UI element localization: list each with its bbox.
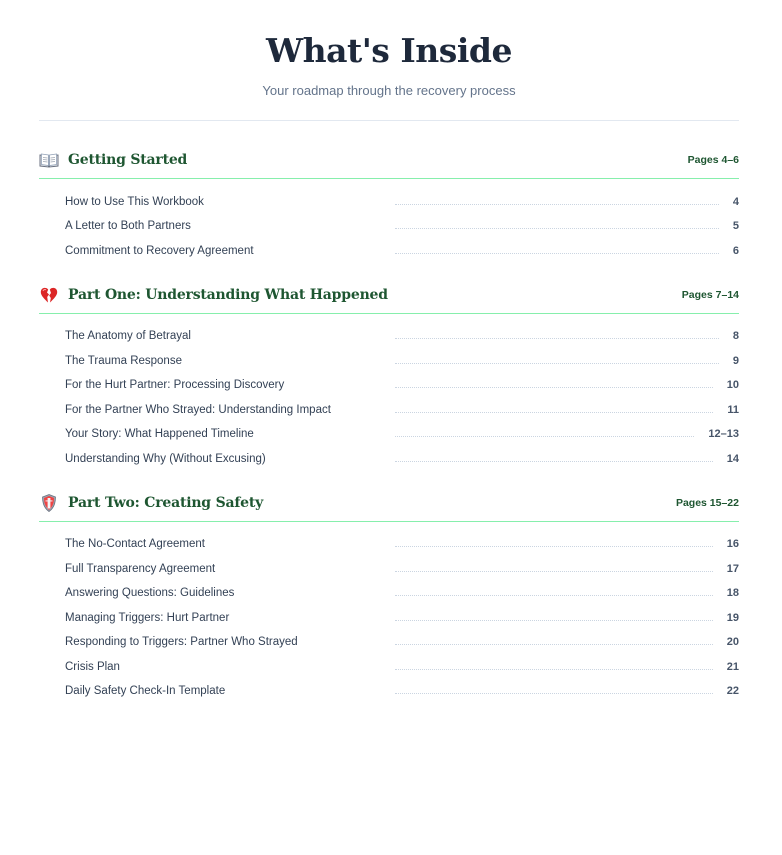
toc-entry-label: The Trauma Response [65,354,182,367]
dot-leader [395,338,719,339]
toc-entry-page: 4 [732,195,739,208]
toc-entry-page: 6 [732,244,739,257]
toc-entry[interactable] [65,187,739,212]
toc-entry-page: 22 [726,685,739,697]
header-divider [39,120,739,121]
toc-entry-label: Answering Questions: Guidelines [65,587,235,599]
toc-entry-label: The Anatomy of Betrayal [65,330,191,342]
dot-leader [395,669,713,670]
toc-entry-page: 11 [727,403,739,416]
toc-entry[interactable] [65,346,739,371]
toc-entry-page: 18 [726,587,739,599]
toc-entry-page: 12–13 [708,428,739,440]
toc-entry[interactable] [65,530,739,555]
toc-entry-label: For the Partner Who Strayed: Understanding Impact [65,403,331,416]
toc-entry[interactable] [65,236,739,261]
section-entry-list [39,179,739,261]
toc-entry-label: Full Transparency Agreement [65,562,216,575]
section-title: Part Two: Creating Safety [68,494,264,511]
dot-leader [395,253,719,254]
section-title: Getting Started [68,152,188,168]
toc-entry-label: How to Use This Workbook [65,195,204,208]
shield-icon [39,493,59,513]
toc-entry[interactable] [65,603,739,628]
dot-leader [395,644,713,645]
toc-entry-label: Crisis Plan [65,660,120,673]
toc-entry-page: 5 [732,220,739,232]
open-book-icon [39,150,59,170]
section-header [39,490,739,522]
dot-leader [395,204,719,205]
toc-entry-label: A Letter to Both Partners [65,220,191,232]
dot-leader [395,461,713,462]
section-getting-started [39,147,739,261]
toc-entry[interactable] [65,212,739,237]
toc-entry-page: 19 [726,611,739,624]
toc-entry-label: Commitment to Recovery Agreement [65,244,254,257]
toc-entry[interactable] [65,579,739,604]
section-entry-list [39,314,739,469]
dot-leader [395,571,713,572]
toc-entry[interactable] [65,628,739,653]
toc-entry[interactable] [65,420,739,445]
toc-entry-page: 10 [726,379,739,391]
toc-entry-label: Your Story: What Happened Timeline [65,428,254,440]
toc-entry-page: 9 [732,354,739,367]
section-part-two [39,490,739,702]
page-header [39,0,739,121]
toc-entry[interactable] [65,677,739,702]
toc-entry-page: 21 [726,660,739,673]
toc-entry-page: 16 [726,538,739,550]
section-page-range: Pages 7–14 [681,288,739,301]
toc-entry-label: For the Hurt Partner: Processing Discovery [65,379,285,391]
section-header [39,147,739,179]
dot-leader [395,546,713,547]
section-part-one [39,282,739,469]
toc-entry-label: Managing Triggers: Hurt Partner [65,611,230,624]
dot-leader [395,595,713,596]
dot-leader [395,693,713,694]
section-page-range: Pages 15–22 [675,496,739,509]
toc-entry[interactable] [65,554,739,579]
dot-leader [395,228,719,229]
dot-leader [395,436,694,437]
dot-leader [395,412,713,413]
toc-entry-page: 14 [726,452,739,465]
page-subtitle: Your roadmap through the recovery process [262,83,516,98]
section-title: Part One: Understanding What Happened [68,286,388,303]
toc-entry-label: Responding to Triggers: Partner Who Strayed [65,636,298,648]
section-page-range: Pages 4–6 [687,154,739,166]
toc-entry[interactable] [65,371,739,396]
toc-entry[interactable] [65,395,739,420]
broken-heart-icon [39,285,59,305]
section-header [39,282,739,314]
toc-entry-page: 20 [726,636,739,648]
dot-leader [395,620,713,621]
table-of-contents-page [39,0,739,701]
toc-entry[interactable] [65,444,739,469]
toc-entry-page: 8 [732,330,739,342]
toc-entry-page: 17 [726,562,739,575]
toc-entry-label: Daily Safety Check-In Template [65,685,226,697]
toc-entry[interactable] [65,322,739,347]
toc-entry[interactable] [65,652,739,677]
toc-entry-label: Understanding Why (Without Excusing) [65,452,266,465]
toc-entry-label: The No-Contact Agreement [65,538,205,550]
dot-leader [395,363,719,364]
page-title: What's Inside [266,31,512,70]
dot-leader [395,387,713,388]
section-entry-list [39,522,739,702]
